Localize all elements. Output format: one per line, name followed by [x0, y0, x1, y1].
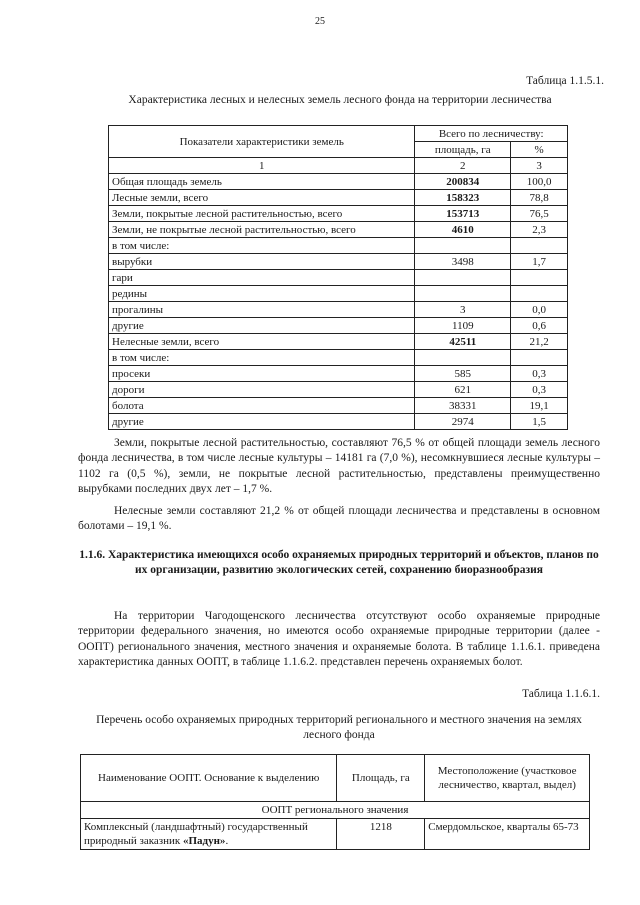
- col-num-3: 3: [511, 158, 568, 174]
- oopt-name: [81, 819, 337, 850]
- oopt-name-text: Комплексный (ландшафтный) государственный природный заказник: [84, 821, 308, 847]
- row-name: другие: [109, 414, 415, 430]
- row-area: 621: [415, 382, 511, 398]
- table-row: [109, 318, 568, 334]
- row-area: 1109: [415, 318, 511, 334]
- header-name: Наименование ООПТ. Основание к выделению: [81, 755, 337, 802]
- col-num-1: 1: [109, 158, 415, 174]
- row-name: вырубки: [109, 254, 415, 270]
- table-row: [109, 414, 568, 430]
- table-row: [109, 398, 568, 414]
- page-number: 25: [315, 16, 325, 27]
- table-row: [109, 270, 568, 286]
- table-row: [81, 819, 590, 850]
- table-row: [109, 350, 568, 366]
- header-area: Площадь, га: [337, 755, 425, 802]
- row-name: Земли, не покрытые лесной растительностью, всего: [109, 222, 415, 238]
- row-name: прогалины: [109, 302, 415, 318]
- row-percent: 0,0: [511, 302, 568, 318]
- row-area: 4610: [415, 222, 511, 238]
- row-area: [415, 238, 511, 254]
- row-name: гари: [109, 270, 415, 286]
- row-name: в том числе:: [109, 238, 415, 254]
- col-num-2: 2: [415, 158, 511, 174]
- row-name: редины: [109, 286, 415, 302]
- table-row: [109, 206, 568, 222]
- protected-areas-table: [80, 754, 590, 850]
- row-name: Нелесные земли, всего: [109, 334, 415, 350]
- row-percent: [511, 350, 568, 366]
- table-row: [109, 174, 568, 190]
- land-characteristics-table: [108, 125, 568, 430]
- table2-label: Таблица 1.1.6.1.: [522, 688, 600, 700]
- row-area: 3498: [415, 254, 511, 270]
- row-name: Земли, покрытые лесной растительностью, всего: [109, 206, 415, 222]
- table-row: [109, 222, 568, 238]
- row-name: Общая площадь земель: [109, 174, 415, 190]
- table-row: [109, 366, 568, 382]
- row-percent: [511, 286, 568, 302]
- oopt-location: Смердомльское, кварталы 65-73: [425, 819, 590, 850]
- row-name: другие: [109, 318, 415, 334]
- table-row: [109, 302, 568, 318]
- table-row: [109, 382, 568, 398]
- table1-label: Таблица 1.1.5.1.: [526, 75, 604, 87]
- table-row: [109, 334, 568, 350]
- row-percent: 0,6: [511, 318, 568, 334]
- table-row: [109, 254, 568, 270]
- row-percent: [511, 238, 568, 254]
- row-percent: 1,7: [511, 254, 568, 270]
- header-location: Местоположение (участковое лесничество, квартал, выдел): [425, 755, 590, 802]
- row-area: 158323: [415, 190, 511, 206]
- row-area: 2974: [415, 414, 511, 430]
- row-percent: 76,5: [511, 206, 568, 222]
- row-area: [415, 350, 511, 366]
- table-row: [109, 286, 568, 302]
- table-row: [109, 190, 568, 206]
- row-percent: 2,3: [511, 222, 568, 238]
- row-percent: 78,8: [511, 190, 568, 206]
- row-area: 153713: [415, 206, 511, 222]
- row-area: 42511: [415, 334, 511, 350]
- header-indicator: Показатели характеристики земель: [109, 126, 415, 158]
- paragraph-3: На территории Чагодощенского лесничества отсутствуют особо охраняемые природные территории федерального значения, но имеются особо охраняемые природные территории (далее - ООПТ) регионального значения, местного значения и охраняемые болота. В таблице 1.1.6.1. приведена характеристика данных ООПТ, в таблице 1.1.6.2. представлен перечень охраняемых болот.: [78, 610, 600, 669]
- oopt-name-end: .: [225, 835, 229, 847]
- row-area: 585: [415, 366, 511, 382]
- row-percent: 0,3: [511, 382, 568, 398]
- row-name: Лесные земли, всего: [109, 190, 415, 206]
- header-total: Всего по лесничеству:: [415, 126, 568, 142]
- row-name: болота: [109, 398, 415, 414]
- row-percent: 21,2: [511, 334, 568, 350]
- row-percent: 0,3: [511, 366, 568, 382]
- row-area: 200834: [415, 174, 511, 190]
- section-heading: 1.1.6. Характеристика имеющихся особо охраняемых природных территорий и объектов, планов по их организации, развитию экологических сетей, сохранению биоразнообразия: [79, 549, 599, 577]
- regional-section-row: ООПТ регионального значения: [81, 802, 590, 819]
- row-area: 3: [415, 302, 511, 318]
- row-percent: 19,1: [511, 398, 568, 414]
- header-area: площадь, га: [415, 142, 511, 158]
- oopt-area: 1218: [337, 819, 425, 850]
- table1-caption: Характеристика лесных и нелесных земель лесного фонда на территории лесничества: [128, 94, 552, 106]
- row-name: просеки: [109, 366, 415, 382]
- row-percent: 1,5: [511, 414, 568, 430]
- row-area: [415, 270, 511, 286]
- header-percent: %: [511, 142, 568, 158]
- oopt-name-bold: «Падун»: [182, 835, 226, 847]
- paragraph-2: Нелесные земли составляют 21,2 % от общей площади лесничества и представлены в основном болотами – 19,1 %.: [78, 505, 600, 533]
- paragraph-1: Земли, покрытые лесной растительностью, составляют 76,5 % от общей площади земель лесного фонда лесничества, в том числе лесные культуры – 14181 га (7,0 %), несомкнувшиеся лесные культуры –1102 га (0,5 %), земли, не покрытые лесной растительностью, представлены преимущественно вырубками последних двух лет – 1,7 %.: [78, 437, 600, 496]
- table-row: [109, 238, 568, 254]
- row-area: 38331: [415, 398, 511, 414]
- row-percent: 100,0: [511, 174, 568, 190]
- row-name: дороги: [109, 382, 415, 398]
- row-area: [415, 286, 511, 302]
- row-name: в том числе:: [109, 350, 415, 366]
- table2-caption: Перечень особо охраняемых природных территорий регионального и местного значения на землях лесного фонда: [96, 714, 582, 741]
- row-percent: [511, 270, 568, 286]
